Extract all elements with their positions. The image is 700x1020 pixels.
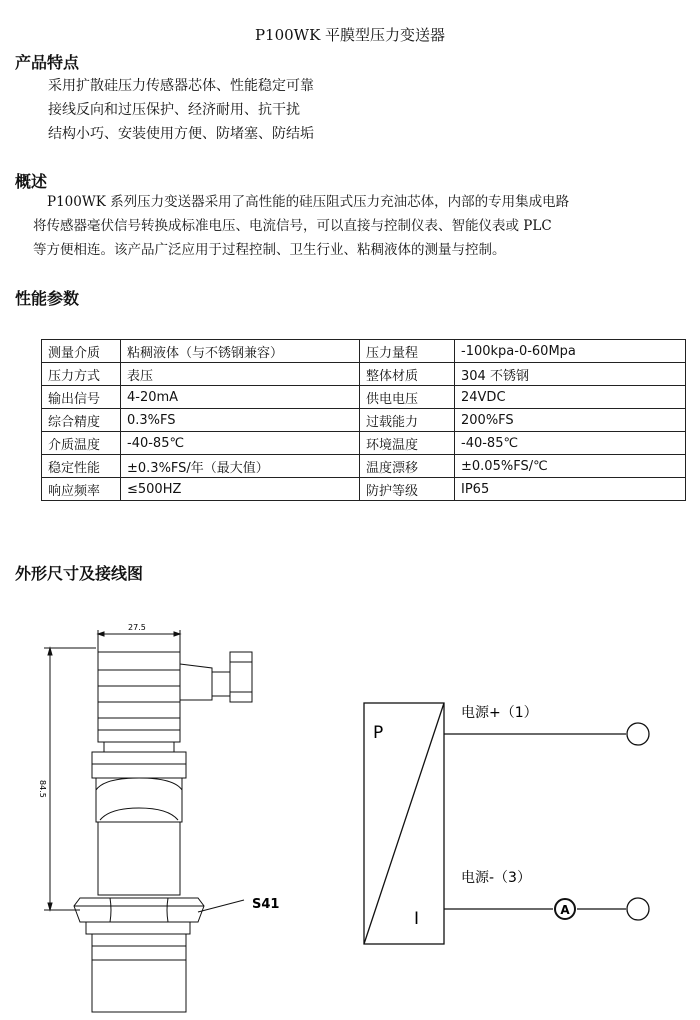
spec-label: 供电电压: [360, 386, 455, 409]
features-heading: 产品特点: [15, 53, 80, 72]
power-minus-label: 电源-（3）: [461, 870, 531, 886]
power-plus-label: 电源+（1）: [461, 705, 538, 721]
specs-heading: 性能参数: [15, 289, 80, 308]
spec-label: 防护等级: [360, 478, 455, 501]
spec-label: 测量介质: [42, 340, 121, 363]
spec-label: 稳定性能: [42, 455, 121, 478]
ammeter-label: A: [560, 903, 570, 917]
overview-line: 将传感器毫伏信号转换成标准电压、电流信号，可以直接与控制仪表、智能仪表或 PLC: [33, 218, 552, 234]
drawing-heading: 外形尺寸及接线图: [15, 564, 144, 583]
overview-line: P100WK 系列压力变送器采用了高性能的硅压阻式压力充油芯体，内部的专用集成电路: [47, 194, 570, 210]
transmitter-outline: [44, 630, 252, 1012]
feature-item: 结构小巧、安装使用方便、防堵塞、防结垢: [48, 126, 314, 142]
spec-value: 粘稠液体（与不锈钢兼容）: [121, 340, 360, 363]
i-label: I: [414, 909, 420, 929]
spec-value: 304 不锈钢: [455, 363, 686, 386]
spec-value: ±0.3%FS/年（最大值）: [121, 455, 360, 478]
spec-label: 环境温度: [360, 432, 455, 455]
spec-label: 压力量程: [360, 340, 455, 363]
spec-value: 200%FS: [455, 409, 686, 432]
spec-label: 响应频率: [42, 478, 121, 501]
spec-label: 输出信号: [42, 386, 121, 409]
overview-line: 等方便相连。该产品广泛应用于过程控制、卫生行业、粘稠液体的测量与控制。: [33, 242, 506, 258]
spec-value: 4-20mA: [121, 386, 360, 409]
feature-item: 接线反向和过压保护、经济耐用、抗干扰: [48, 102, 300, 118]
spec-value: 表压: [121, 363, 360, 386]
spec-label: 整体材质: [360, 363, 455, 386]
spec-value: ±0.05%FS/℃: [455, 455, 686, 478]
spec-label: 介质温度: [42, 432, 121, 455]
feature-item: 采用扩散硅压力传感器芯体、性能稳定可靠: [48, 78, 314, 94]
spec-value: -100kpa-0-60Mpa: [455, 340, 686, 363]
hex-size-label: S41: [252, 897, 280, 912]
spec-value: ≤500HZ: [121, 478, 360, 501]
spec-value: -40-85℃: [121, 432, 360, 455]
spec-label: 压力方式: [42, 363, 121, 386]
p-label: P: [373, 723, 384, 743]
spec-value: IP65: [455, 478, 686, 501]
spec-value: -40-85℃: [455, 432, 686, 455]
wiring-diagram: [364, 703, 626, 944]
spec-value: 0.3%FS: [121, 409, 360, 432]
doc-title: P100WK 平膜型压力变送器: [254, 26, 446, 44]
terminal-plus: [627, 723, 649, 745]
overview-heading: 概述: [15, 172, 48, 191]
terminal-minus: [627, 898, 649, 920]
height-dimension-label: 84.5: [38, 780, 47, 798]
spec-label: 过载能力: [360, 409, 455, 432]
spec-label: 温度漂移: [360, 455, 455, 478]
spec-label: 综合精度: [42, 409, 121, 432]
width-dimension-label: 27.5: [128, 623, 146, 632]
spec-value: 24VDC: [455, 386, 686, 409]
